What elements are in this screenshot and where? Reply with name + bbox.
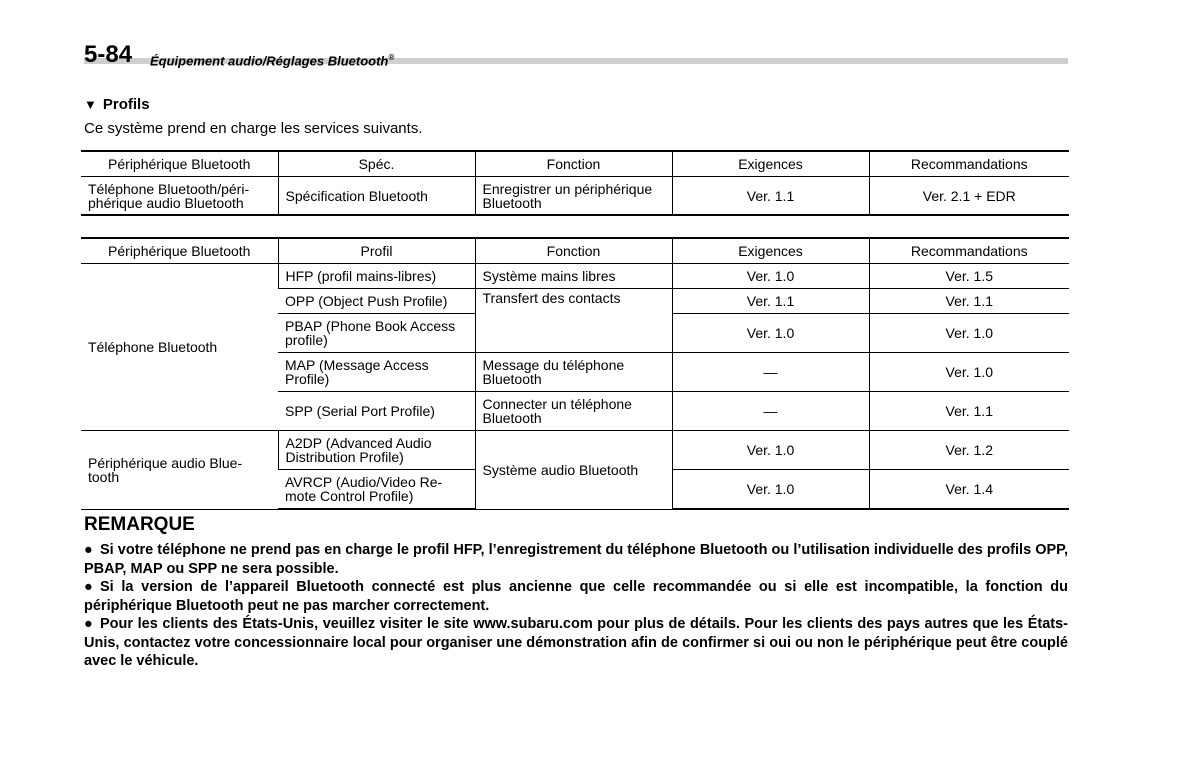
- note-item: [84, 615, 1068, 671]
- function-cell: Transfert des contacts: [475, 289, 672, 353]
- profile-cell: SPP (Serial Port Profile): [278, 392, 475, 431]
- chapter-title-text: Équipement audio/Réglages Bluetooth: [150, 53, 389, 69]
- device-cell: Périphérique audio Blue- tooth: [81, 431, 278, 510]
- chapter-title: [150, 50, 394, 69]
- recommendation-cell: Ver. 1.0: [869, 314, 1069, 353]
- trademark-mark: ®: [388, 53, 395, 62]
- column-header: Profil: [278, 238, 475, 264]
- profile-cell: HFP (profil mains-libres): [278, 264, 475, 289]
- table-row: [81, 431, 1069, 470]
- profile-cell: MAP (Message Access Profile): [278, 353, 475, 392]
- column-header: Recommandations: [869, 238, 1069, 264]
- table-header-row: [81, 238, 1069, 264]
- requirement-cell: Ver. 1.0: [672, 264, 869, 289]
- recommendation-cell: Ver. 1.5: [869, 264, 1069, 289]
- requirement-cell: Ver. 1.0: [672, 431, 869, 470]
- recommendation-cell: Ver. 1.0: [869, 353, 1069, 392]
- column-header: Fonction: [475, 238, 672, 264]
- section-title: Profils: [102, 96, 150, 113]
- triangle-down-icon: ▼: [84, 97, 97, 112]
- spec-table: [81, 150, 1069, 216]
- table-row: [81, 264, 1069, 289]
- note-item: [84, 541, 1068, 578]
- note-item: [84, 578, 1068, 615]
- function-cell: Message du téléphone Bluetooth: [475, 353, 672, 392]
- device-cell: Téléphone Bluetooth/péri- phérique audio Bluetooth: [81, 177, 278, 216]
- column-header: Recommandations: [869, 151, 1069, 177]
- requirement-cell: —: [672, 353, 869, 392]
- table-header-row: [81, 151, 1069, 177]
- note-text: Si la version de l’appareil Bluetooth connecté est plus ancienne que celle recommandée ou si elle est incompatible, la fonction du périphérique Bluetooth peut ne pas marcher correctement.: [84, 579, 1068, 614]
- requirement-cell: Ver. 1.1: [672, 177, 869, 216]
- function-cell: Système audio Bluetooth: [475, 431, 672, 510]
- profile-table: [81, 237, 1069, 510]
- function-cell: Enregistrer un périphérique Bluetooth: [475, 177, 672, 216]
- device-cell: Téléphone Bluetooth: [81, 264, 278, 431]
- table-row: [81, 177, 1069, 216]
- recommendation-cell: Ver. 1.2: [869, 431, 1069, 470]
- intro-text: Ce système prend en charge les services suivants.: [84, 120, 423, 137]
- recommendation-cell: Ver. 1.1: [869, 392, 1069, 431]
- recommendation-cell: Ver. 1.1: [869, 289, 1069, 314]
- profile-cell: PBAP (Phone Book Access profile): [278, 314, 475, 353]
- recommendation-cell: Ver. 2.1 + EDR: [869, 177, 1069, 216]
- requirement-cell: Ver. 1.1: [672, 289, 869, 314]
- bullet-icon: ●: [84, 579, 93, 595]
- function-cell: Système mains libres: [475, 264, 672, 289]
- profile-cell: AVRCP (Audio/Video Re- mote Control Profile): [278, 470, 475, 510]
- profile-cell: A2DP (Advanced Audio Distribution Profile): [278, 431, 475, 470]
- bullet-icon: ●: [84, 542, 93, 558]
- note-text: Pour les clients des États-Unis, veuillez visiter le site www.subaru.com pour plus de détails. Pour les clients des pays autres que les États-Unis, contactez votre concessionnaire local pour organiser une démonstration afin de confirmer si oui ou non le périphérique peut être couplé avec le véhicule.: [84, 616, 1068, 669]
- column-header: Exigences: [672, 151, 869, 177]
- note-title: REMARQUE: [84, 514, 195, 535]
- column-header: Périphérique Bluetooth: [81, 151, 278, 177]
- note-text: Si votre téléphone ne prend pas en charge le profil HFP, l’enregistrement du téléphone Bluetooth ou l’utilisation individuelle des profils OPP, PBAP, MAP ou SPP ne sera possible.: [84, 542, 1068, 577]
- page-number: 5-84: [84, 41, 133, 68]
- section-heading: [84, 96, 150, 114]
- bullet-icon: ●: [84, 616, 93, 632]
- column-header: Périphérique Bluetooth: [81, 238, 278, 264]
- column-header: Exigences: [672, 238, 869, 264]
- requirement-cell: Ver. 1.0: [672, 314, 869, 353]
- spec-cell: Spécification Bluetooth: [278, 177, 475, 216]
- note-list: [84, 541, 1068, 671]
- requirement-cell: —: [672, 392, 869, 431]
- profile-cell: OPP (Object Push Profile): [278, 289, 475, 314]
- recommendation-cell: Ver. 1.4: [869, 470, 1069, 510]
- column-header: Spéc.: [278, 151, 475, 177]
- requirement-cell: Ver. 1.0: [672, 470, 869, 510]
- page-header: [84, 42, 1068, 68]
- function-cell: Connecter un téléphone Bluetooth: [475, 392, 672, 431]
- column-header: Fonction: [475, 151, 672, 177]
